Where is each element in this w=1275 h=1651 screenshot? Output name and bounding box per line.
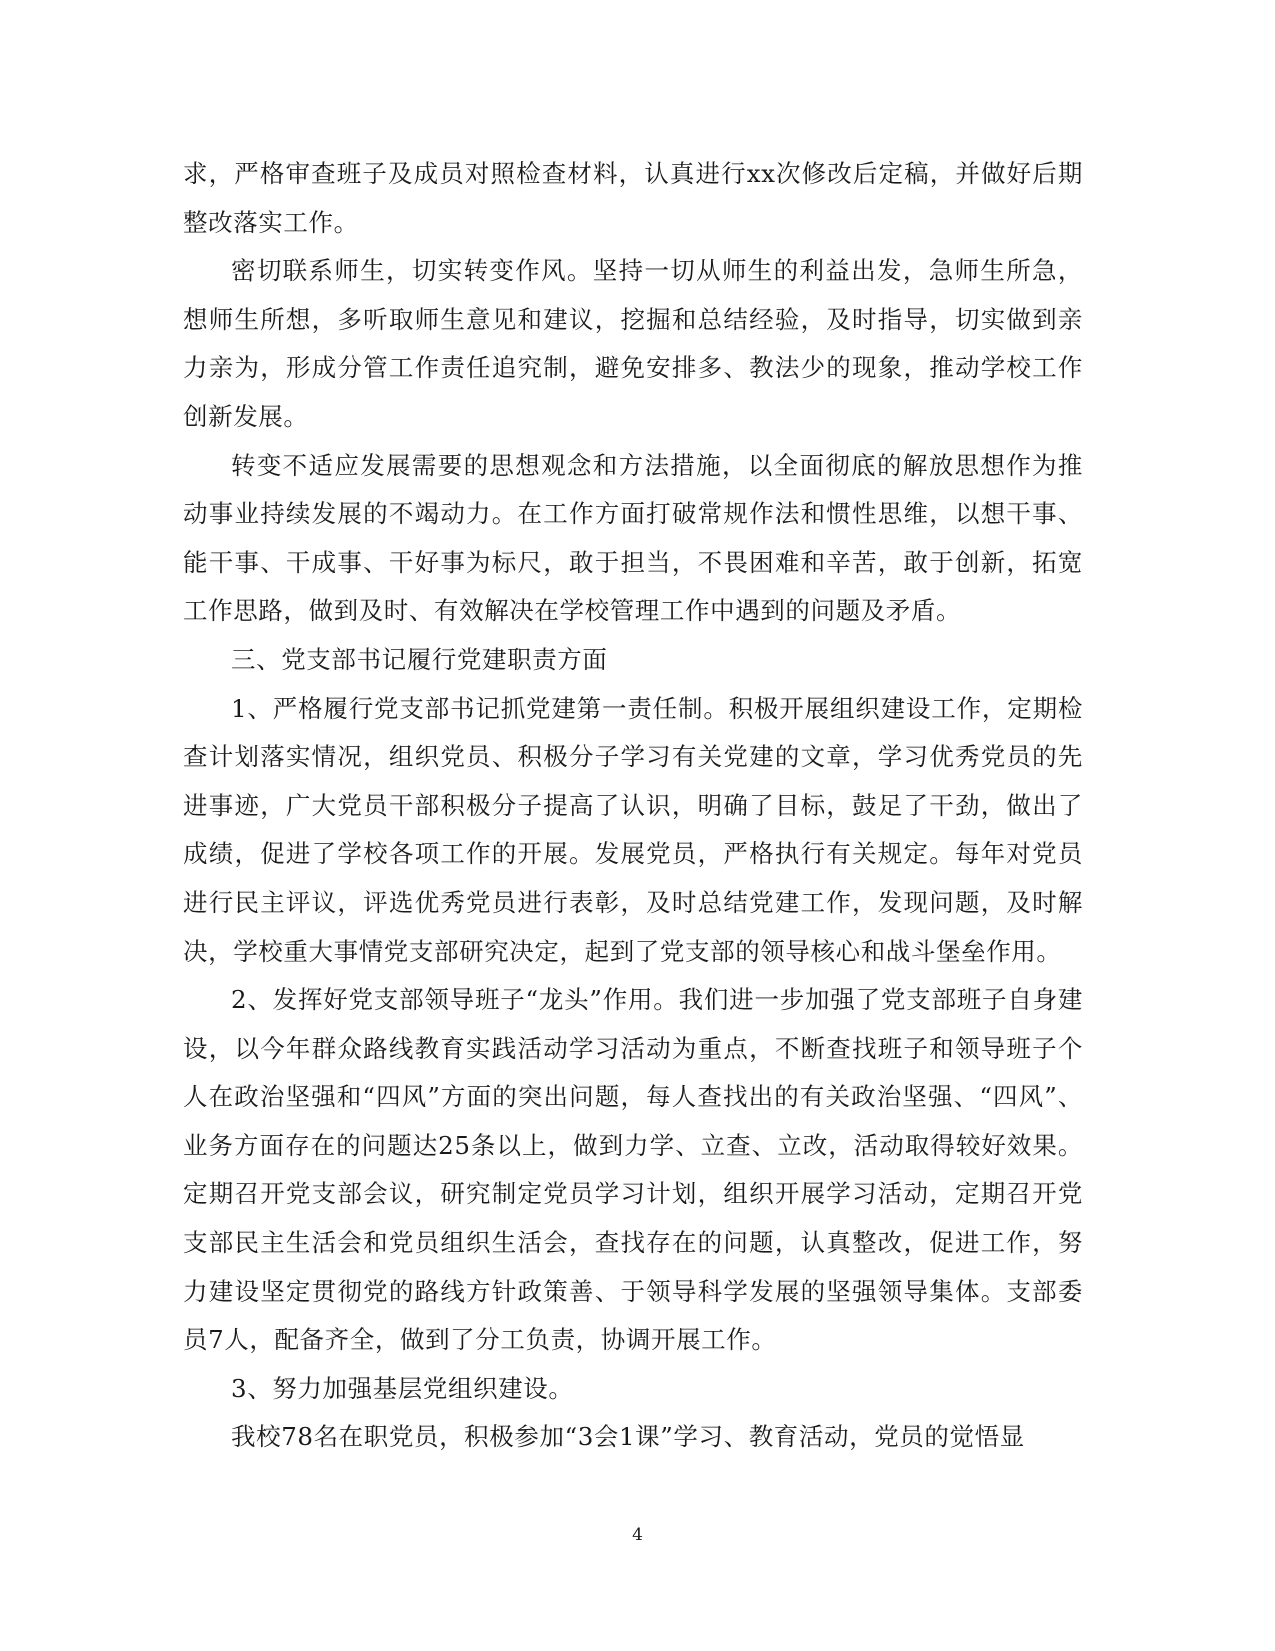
section-heading: 三、党支部书记履行党建职责方面 (231, 644, 608, 674)
paragraph-2: 密切联系师生，切实转变作风。坚持一切从师生的利益出发，急师生所急，想师生所想，多听取师生意见和建议，挖掘和总结经验，及时指导，切实做到亲力亲为，形成分管工作责任追究制，避免安排多、教法少的现象，推动学校工作创新发展。 (183, 256, 1083, 431)
paragraph-3: 转变不适应发展需要的思想观念和方法措施，以全面彻底的解放思想作为推动事业持续发展的不竭动力。在工作方面打破常规作法和惯性思维，以想干事、能干事、干成事、干好事为标尺，敢于担当，不畏困难和辛苦，敢于创新，拓宽工作思路，做到及时、有效解决在学校管理工作中遇到的问题及矛盾。 (183, 450, 1083, 626)
document-body (183, 150, 1083, 1462)
page-number: 4 (632, 1525, 643, 1545)
paragraph-1: 求，严格审查班子及成员对照检查材料，认真进行xx次修改后定稿，并做好后期整改落实工作。 (183, 159, 1083, 237)
paragraph-item-2: 2、发挥好党支部领导班子“龙头”作用。我们进一步加强了党支部班子自身建设，以今年群众路线教育实践活动学习活动为重点，不断查找班子和领导班子个人在政治坚强和“四风”方面的突出问题，每人查找出的有关政治坚强、“四风”、业务方面存在的问题达25条以上，做到力学、立查、立改，活动取得较好效果。定期召开党支部会议，研究制定党员学习计划，组织开展学习活动，定期召开党支部民主生活会和党员组织生活会，查找存在的问题，认真整改，促进工作，努力建设坚定贯彻党的路线方针政策善、于领导科学发展的坚强领导集体。支部委员7人，配备齐全，做到了分工负责，协调开展工作。 (183, 985, 1083, 1355)
paragraph-item-1: 1、严格履行党支部书记抓党建第一责任制。积极开展组织建设工作，定期检查计划落实情况，组织党员、积极分子学习有关党建的文章，学习优秀党员的先进事迹，广大党员干部积极分子提高了认识，明确了目标，鼓足了干劲，做出了成绩，促进了学校各项工作的开展。发展党员，严格执行有关规定。每年对党员进行民主评议，评选优秀党员进行表彰，及时总结党建工作，发现问题，及时解决，学校重大事情党支部研究决定，起到了党支部的领导核心和战斗堡垒作用。 (183, 693, 1083, 966)
paragraph-item-3: 3、努力加强基层党组织建设。 (231, 1373, 574, 1403)
paragraph-last: 我校78名在职党员，积极参加“3会1课”学习、教育活动，党员的觉悟显 (231, 1422, 1025, 1452)
